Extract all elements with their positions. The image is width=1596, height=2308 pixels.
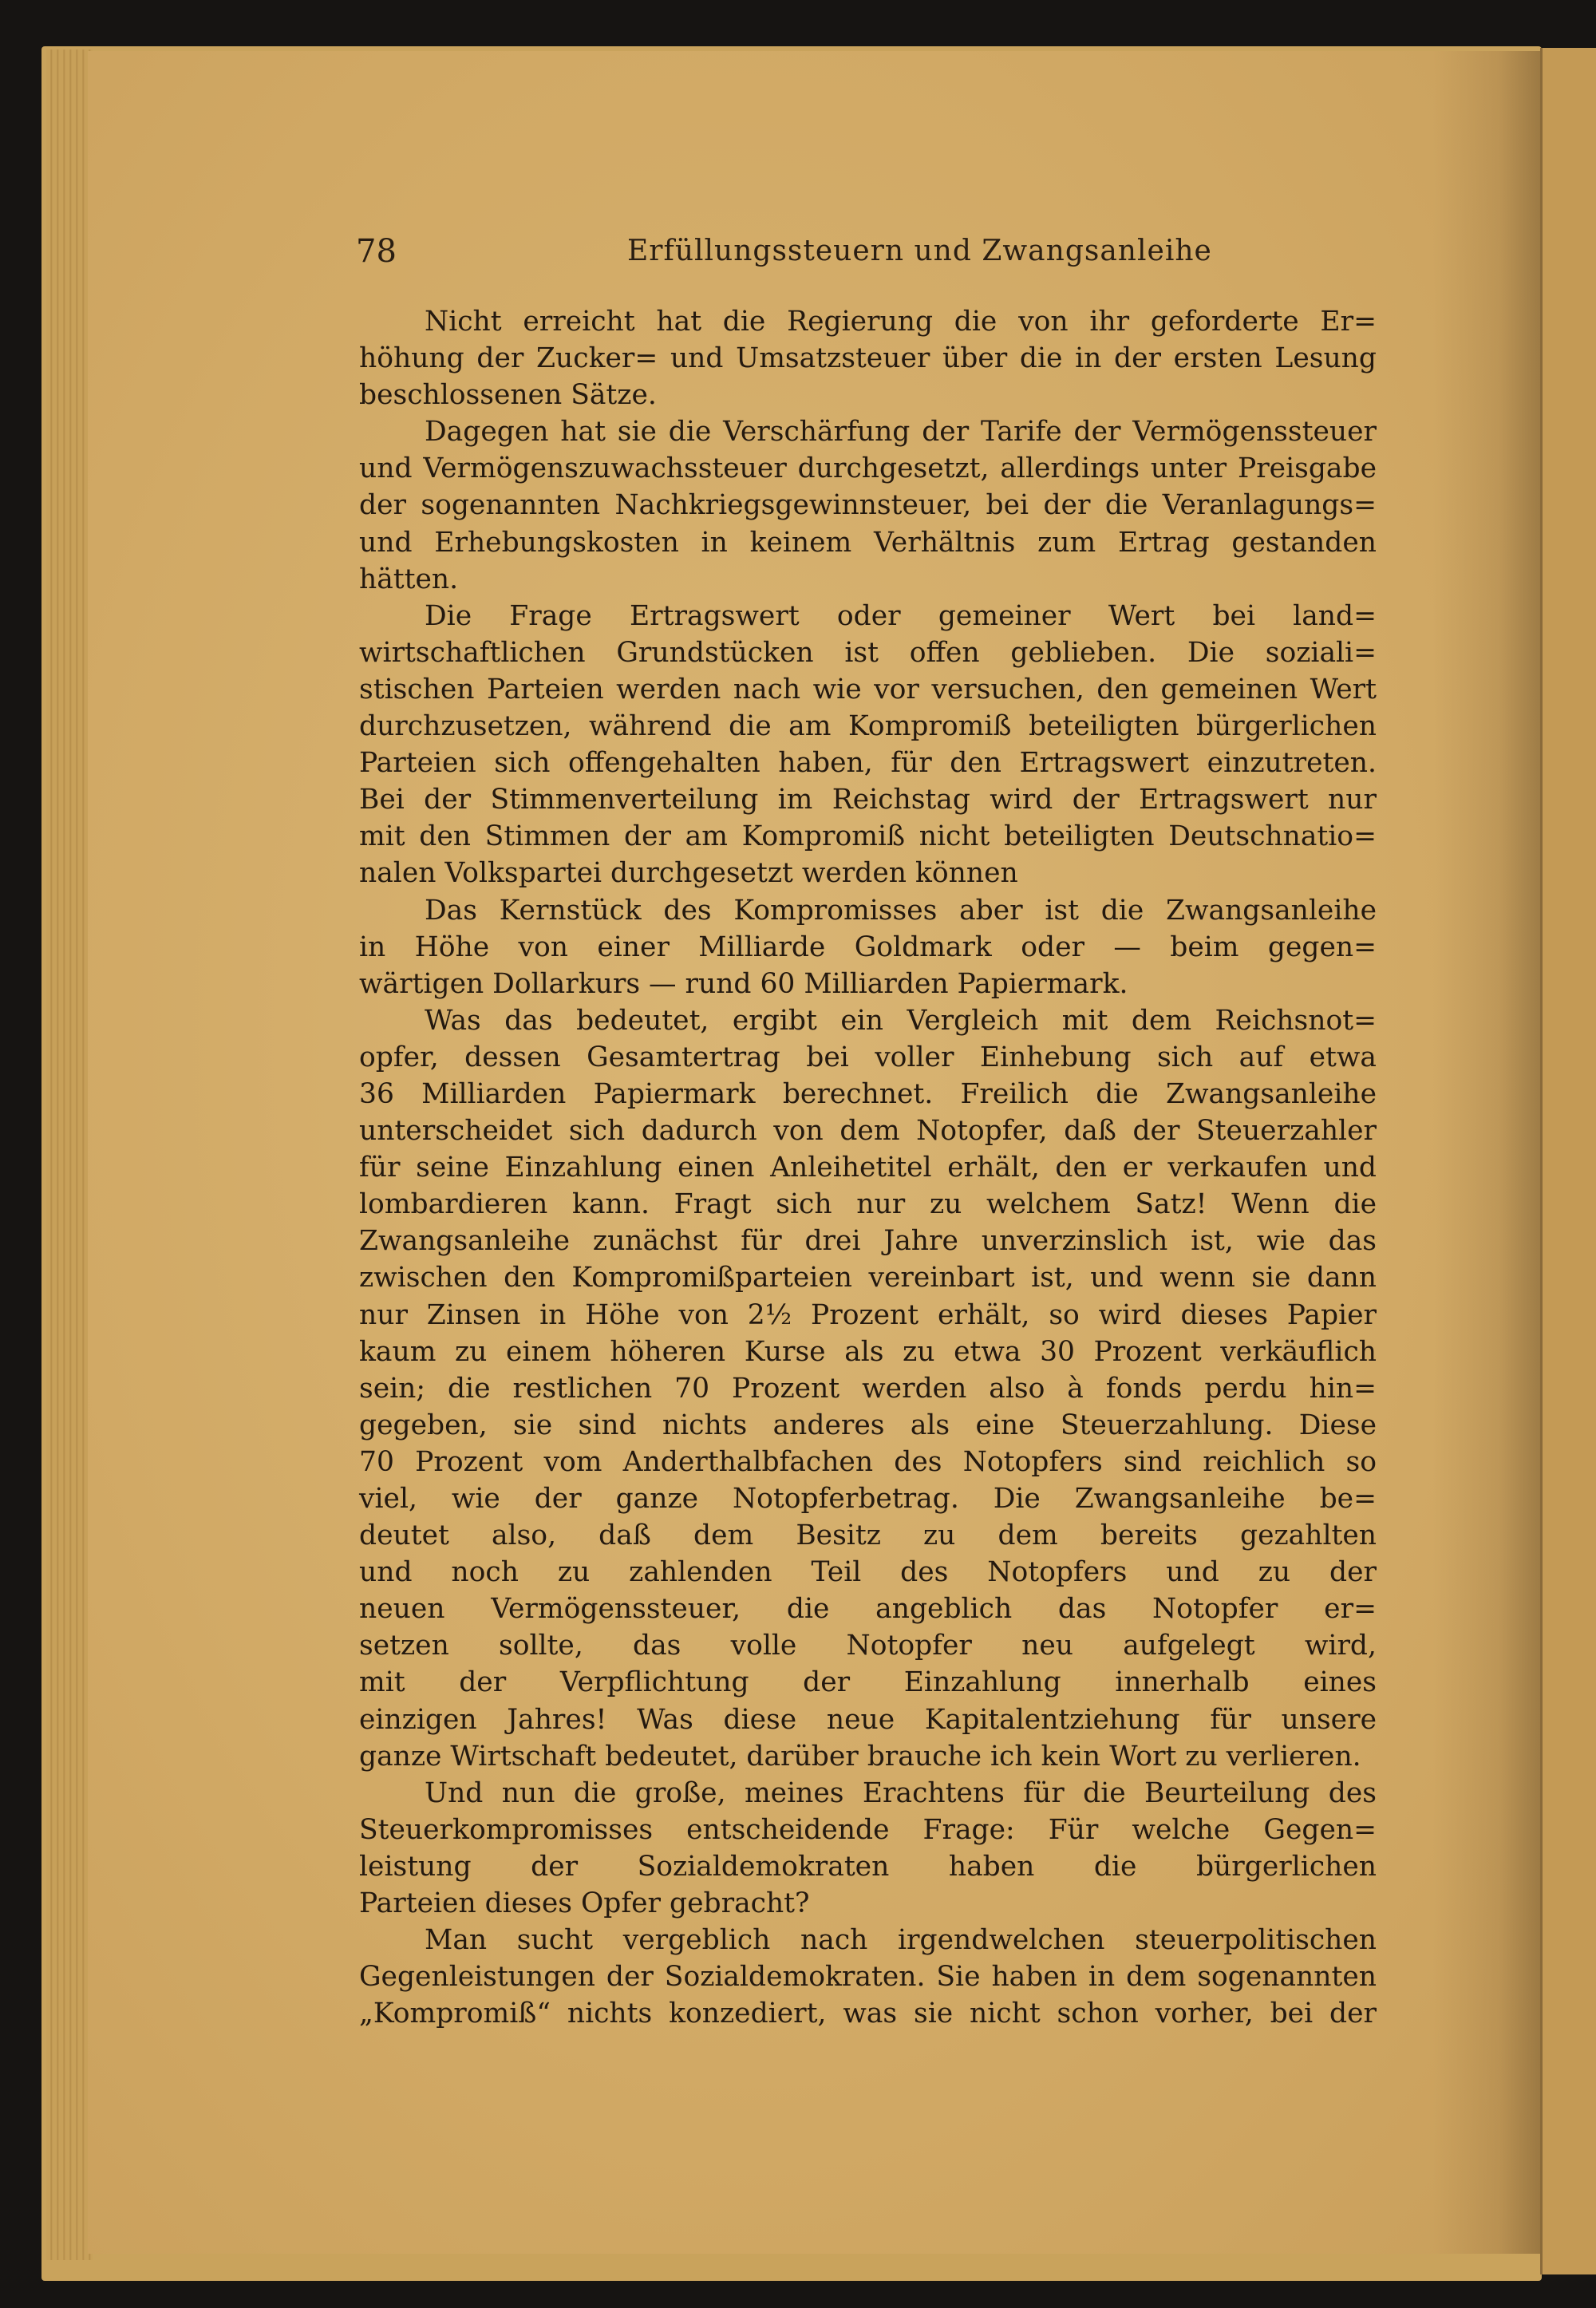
running-head: Erfüllungssteuern und Zwangsanleihe	[627, 235, 1212, 267]
text-line: gegeben, sie sind nichts anderes als eine Steuerzahlung. Diese	[359, 1409, 1377, 1441]
text-line: höhung der Zucker= und Umsatzsteuer über die in der ersten Lesung	[359, 342, 1377, 375]
text-line: 36 Milliarden Papiermark berechnet. Freilich die Zwangsanleihe	[359, 1077, 1377, 1110]
text-line: mit der Verpflichtung der Einzahlung innerhalb eines	[359, 1666, 1377, 1699]
text-line: für seine Einzahlung einen Anleihetitel erhält, den er verkaufen und	[359, 1152, 1377, 1184]
text-line: leistung der Sozialdemokraten haben die bürgerlichen	[359, 1850, 1377, 1883]
text-line: der sogenannten Nachkriegsgewinnsteuer, bei der die Veranlagungs=	[359, 489, 1377, 522]
text-line: hätten.	[359, 563, 459, 595]
text-line: und Vermögenszuwachssteuer durchgesetzt, allerdings unter Preisgabe	[359, 453, 1377, 485]
text-line: stischen Parteien werden nach wie vor versuchen, den gemeinen Wert	[359, 673, 1377, 705]
text-line: viel, wie der ganze Notopferbetrag. Die Zwangsanleihe be=	[359, 1483, 1377, 1515]
text-line: Und nun die große, meines Erachtens für die Beurteilung des	[425, 1776, 1377, 1809]
text-line: neuen Vermögenssteuer, die angeblich das Notopfer er=	[359, 1593, 1377, 1626]
text-line: unterscheidet sich dadurch von dem Notopfer, daß der Steuerzahler	[359, 1115, 1377, 1148]
text-line: ganze Wirtschaft bedeutet, darüber brauche ich kein Wort zu verlieren.	[359, 1740, 1361, 1772]
text-line: zwischen den Kompromißparteien vereinbart ist, und wenn sie dann	[359, 1262, 1377, 1294]
text-line: setzen sollte, das volle Notopfer neu aufgelegt wird,	[359, 1630, 1377, 1662]
text-line: mit den Stimmen der am Kompromiß nicht beteiligten Deutschnatio=	[359, 820, 1377, 853]
text-line: wirtschaftlichen Grundstücken ist offen geblieben. Die soziali=	[359, 636, 1377, 669]
page-header	[356, 233, 1393, 281]
text-line: Die Frage Ertragswert oder gemeiner Wert bei land=	[425, 599, 1377, 632]
adjacent-page-edge	[1540, 48, 1596, 2274]
text-line: Dagegen hat sie die Verschärfung der Tarife der Vermögenssteuer	[425, 416, 1377, 449]
page-fold-shadow	[1432, 51, 1544, 2254]
text-line: „Kompromiß“ nichts konzediert, was sie nicht schon vorher, bei der	[359, 1998, 1377, 2030]
text-line: Parteien sich offengehalten haben, für den Ertragswert einzutreten.	[359, 747, 1377, 780]
page-edges	[46, 49, 93, 2260]
text-line: Parteien dieses Opfer gebracht?	[359, 1887, 810, 1920]
text-line: kaum zu einem höheren Kurse als zu etwa 30 Prozent verkäuflich	[359, 1335, 1377, 1368]
text-line: lombardieren kann. Fragt sich nur zu welchem Satz! Wenn die	[359, 1188, 1377, 1221]
text-line: 70 Prozent vom Anderthalbfachen des Notopfers sind reichlich so	[359, 1445, 1377, 1478]
page-number: 78	[356, 233, 397, 270]
text-line: sein; die restlichen 70 Prozent werden also à fonds perdu hin=	[359, 1372, 1377, 1405]
text-line: nalen Volkspartei durchgesetzt werden können	[359, 857, 1018, 890]
text-line: durchzusetzen, während die am Kompromiß beteiligten bürgerlichen	[359, 710, 1377, 743]
text-line: Steuerkompromisses entscheidende Frage: Für welche Gegen=	[359, 1813, 1377, 1846]
text-line: beschlossenen Sätze.	[359, 379, 657, 412]
text-line: Bei der Stimmenverteilung im Reichstag wird der Ertragswert nur	[359, 784, 1377, 816]
text-line: opfer, dessen Gesamtertrag bei voller Einhebung sich auf etwa	[359, 1041, 1377, 1073]
text-line: Nicht erreicht hat die Regierung die von ihr geforderte Er=	[425, 306, 1377, 338]
text-line: Man sucht vergeblich nach irgendwelchen steuerpolitischen	[425, 1924, 1377, 1957]
text-line: wärtigen Dollarkurs — rund 60 Milliarden Papiermark.	[359, 967, 1128, 1000]
text-line: Was das bedeutet, ergibt ein Vergleich mit dem Reichsnot=	[425, 1004, 1377, 1037]
text-line: Gegenleistungen der Sozialdemokraten. Sie haben in dem sogenannten	[359, 1961, 1377, 1994]
text-line: und noch zu zahlenden Teil des Notopfers und zu der	[359, 1556, 1377, 1589]
text-line: Zwangsanleihe zunächst für drei Jahre unverzinslich ist, wie das	[359, 1225, 1377, 1258]
text-line: nur Zinsen in Höhe von 2½ Prozent erhält, so wird dieses Papier	[359, 1298, 1377, 1331]
text-line: deutet also, daß dem Besitz zu dem bereits gezahlten	[359, 1520, 1377, 1552]
text-line: Das Kernstück des Kompromisses aber ist die Zwangsanleihe	[425, 894, 1377, 927]
text-line: und Erhebungskosten in keinem Verhältnis zum Ertrag gestanden	[359, 526, 1377, 559]
text-line: in Höhe von einer Milliarde Goldmark oder — beim gegen=	[359, 931, 1377, 963]
text-line: einzigen Jahres! Was diese neue Kapitalentziehung für unsere	[359, 1703, 1377, 1736]
body-text	[359, 303, 1377, 2032]
